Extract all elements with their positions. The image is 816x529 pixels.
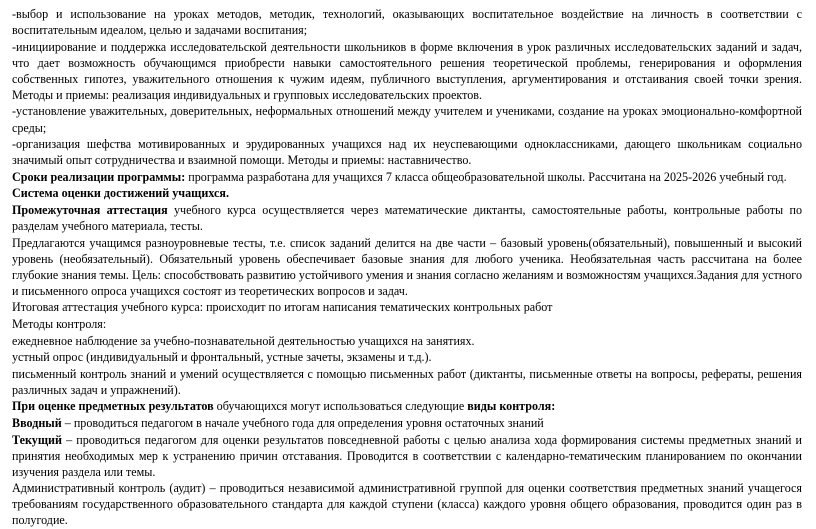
paragraph-p-current-control <box>12 432 802 480</box>
run-text: Административный контроль (аудит) – проводиться независимой административной группой для оценки соответствия предметных знаний учащегося требованиям государственного образовательного стандарта для каждой ступени (класса) каждого уровня общего образования, проводится один раз в полугодие. <box>12 481 802 528</box>
paragraph-p-mentoring <box>12 136 802 168</box>
run-emphasis: Сроки реализации программы: <box>12 169 186 184</box>
run-text: Предлагаются учащимся разноуровневые тесты, т.е. список заданий делится на две части – базовый уровень(обязательный), повышенный и высокий уровень (необязательный). Обязательный уровень обеспечивает базовые знания для любого ученика. Необязательная часть рассчитана на более глубокие знания темы. Цель: способствовать развитию устойчивого умения и знания согласно желаниям и возможностям учащихся.Задания для устного и письменного опроса учащихся состоят из теоретических вопросов и задач. <box>12 235 802 298</box>
paragraph-p-subject-results <box>12 398 802 414</box>
document-body <box>12 6 802 529</box>
run-emphasis: Текущий <box>12 432 62 447</box>
paragraph-p-written <box>12 366 802 398</box>
paragraph-p-levels <box>12 235 802 299</box>
run-text: Методы контроля: <box>12 316 107 331</box>
run-text: ежедневное наблюдение за учебно-познавательной деятельностью учащихся на занятиях. <box>12 333 475 348</box>
run-text: письменный контроль знаний и умений осуществляется с помощью письменных работ (диктанты, письменные ответы на вопросы, рефераты, решения различных задач и упражнений). <box>12 366 802 397</box>
paragraph-p-final <box>12 299 802 315</box>
run-text: учебного курса осуществляется через математические диктанты, самостоятельные работы, контрольные работы по разделам учебного материала, тесты. <box>12 202 802 234</box>
paragraph-p-terms <box>12 169 802 185</box>
run-emphasis: Промежуточная аттестация <box>12 202 168 217</box>
run-text: -установление уважительных, доверительных, неформальных отношений между учителем и учениками, создание на уроках эмоционально-комфортной среды; <box>12 104 802 135</box>
paragraph-p-intro-control <box>12 415 802 431</box>
run-text: -инициирование и поддержка исследовательской деятельности школьников в форме включения в урок различных исследовательских заданий и задач, что дает возможность обучающимся приобрести навыки самостоятельного решения теоретической проблемы, генерирования и оформления собственных гипотез, уважительного отношения к чужим идеям, публичного выступления, аргументирования и отстаивания своей точки зрения. Методы и приемы: реализация индивидуальных и групповых исследовательских проектов. <box>12 39 802 102</box>
run-emphasis: Система оценки достижений учащихся. <box>12 186 229 201</box>
paragraph-p-assessment-system <box>12 185 802 201</box>
paragraph-p-observation <box>12 333 802 349</box>
paragraph-p-relations <box>12 103 802 135</box>
run-text: обучающихся могут использоваться следующие <box>213 399 468 414</box>
run-text: – проводиться педагогом для оценки результатов повседневной работы с целью анализа хода формирования системы предметных знаний и принятия необходимых мер к устранению причин отставания. Проводится в соответствии с календарно-тематическим планированием по окончании изучения раздела или темы. <box>12 432 802 479</box>
paragraph-p-control-methods <box>12 316 802 332</box>
run-text: – проводиться педагогом в начале учебного года для определения уровня остаточных знаний <box>61 415 544 430</box>
run-text: устный опрос (индивидуальный и фронтальный, устные зачеты, экзамены и т.д.). <box>12 350 432 365</box>
run-text: -выбор и использование на уроках методов, методик, технологий, оказывающих воспитательное воздействие на личность в соответствии с воспитательным идеалом, целью и задачами воспитания; <box>12 7 802 38</box>
paragraph-p-methods <box>12 6 802 38</box>
run-text: Итоговая аттестация учебного курса: происходит по итогам написания тематических контрольных работ <box>12 300 553 315</box>
paragraph-p-research <box>12 39 802 103</box>
run-emphasis: При оценке предметных результатов <box>12 399 214 414</box>
run-text: программа разработана для учащихся 7 класса общеобразовательной школы. Рассчитана на 2025-2026 учебный год. <box>185 169 787 184</box>
paragraph-p-oral <box>12 349 802 365</box>
paragraph-p-admin-control <box>12 480 802 528</box>
run-emphasis: виды контроля: <box>467 399 556 414</box>
run-text: -организация шефства мотивированных и эрудированных учащихся над их неуспевающими одноклассниками, дающего школьникам социально значимый опыт сотрудничества и взаимной помощи. Методы и приемы: наставничество. <box>12 137 802 168</box>
run-emphasis: Вводный <box>12 415 62 430</box>
paragraph-p-interim <box>12 202 802 234</box>
